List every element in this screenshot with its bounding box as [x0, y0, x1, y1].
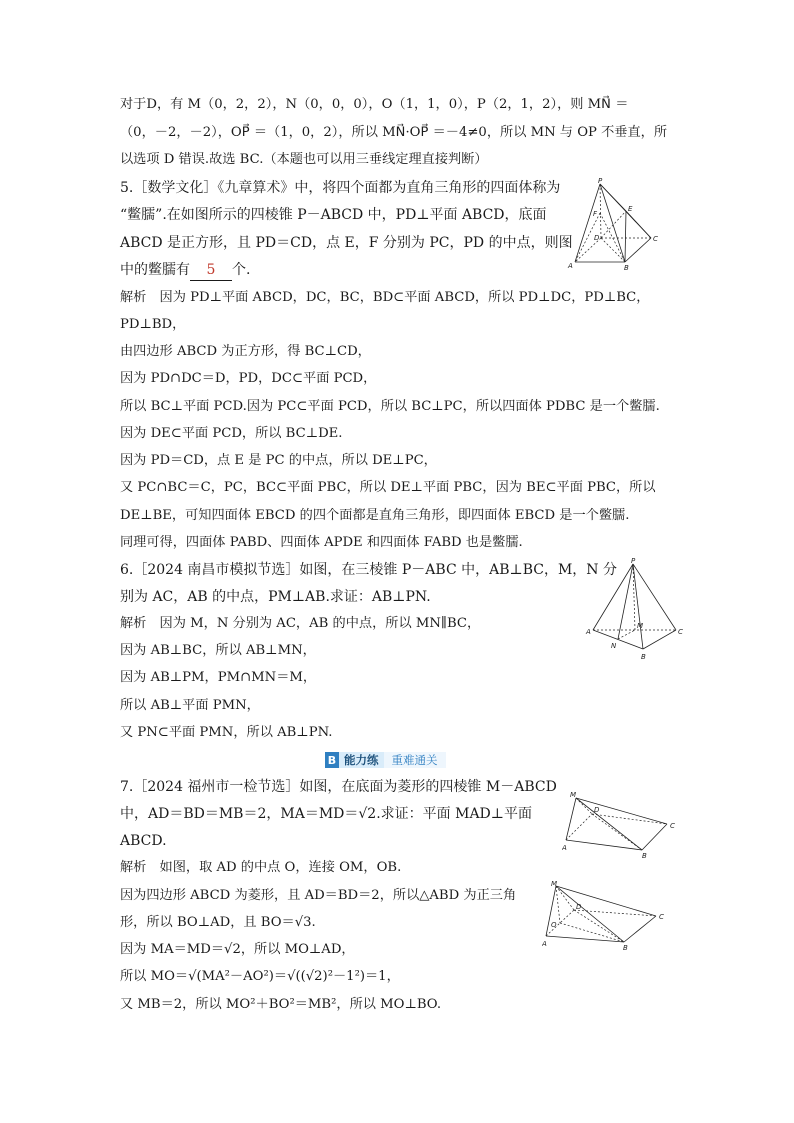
text-line: （0，－2，－2），OP⃗ ＝（1，0，2），所以 MN⃗·OP⃗ ＝－4≠0，所以 MN 与 OP 不垂直，所 — [120, 125, 668, 140]
solution-line: 因为 AB⊥PM，PM∩MN＝M， — [120, 670, 317, 685]
figure-pyramid-q5 — [565, 178, 665, 273]
fig-label: M — [637, 622, 644, 630]
fig-label: F — [593, 210, 598, 218]
solution-line: 因为 PD∩DC＝D，PD，DC⊂平面 PCD， — [120, 371, 377, 386]
fig-label: B — [642, 852, 647, 860]
fig-label: B — [623, 944, 628, 952]
fig-label: B — [641, 653, 646, 661]
answer-blank: 5 — [190, 260, 232, 281]
solution-line: PD⊥BD， — [120, 317, 186, 332]
solution-line: 形，所以 BO⊥AD，且 BO＝√3. — [120, 915, 316, 930]
question-5-suffix: 个. — [232, 262, 251, 278]
fig-label: E — [628, 205, 633, 213]
question-5-line: 5.［数学文化］《九章算术》中，将四个面都为直角三角形的四面体称为 — [120, 180, 561, 196]
section-banner — [325, 752, 446, 768]
question-7-line: 7.［2024 福州市一检节选］如图，在底面为菱形的四棱锥 M－ABCD — [120, 779, 557, 795]
fig-label: B — [624, 264, 629, 272]
solution-line: 解析 因为 M，N 分别为 AC，AB 的中点，所以 MN∥BC， — [120, 616, 481, 631]
solution-line: 因为 PD＝CD，点 E 是 PC 的中点，所以 DE⊥PC， — [120, 453, 437, 468]
solution-line: 因为四边形 ABCD 为菱形，且 AD＝BD＝2，所以△ABD 为正三角 — [120, 888, 517, 903]
question-5-line: “鳖臑”.在如图所示的四棱锥 P－ABCD 中，PD⊥平面 ABCD，底面 — [120, 207, 547, 223]
question-6-line: 6.［2024 南昌市模拟节选］如图，在三棱锥 P－ABC 中，AB⊥BC，M，N 分 — [120, 562, 617, 578]
solution-line: 所以 BC⊥平面 PCD.因为 PC⊂平面 PCD，所以 BC⊥PC，所以四面体 PDBC 是一个鳖臑. — [120, 399, 660, 414]
solution-line: 由四边形 ABCD 为正方形，得 BC⊥CD， — [120, 344, 371, 359]
fig-label: A — [568, 262, 573, 270]
solution-line: 因为 MA＝MD＝√2，所以 MO⊥AD， — [120, 942, 355, 957]
figure-rhombus-pyramid-with-o — [542, 880, 672, 952]
fig-label: A — [542, 940, 547, 948]
solution-line: 解析 因为 PD⊥平面 ABCD，DC，BC，BD⊂平面 ABCD，所以 PD⊥DC，PD⊥BC， — [120, 290, 650, 305]
fig-label: N — [611, 642, 617, 650]
solution-line: DE⊥BE，可知四面体 EBCD 的四个面都是直角三角形，即四面体 EBCD 是一个鳖臑. — [120, 508, 630, 523]
section-letter-icon: B — [325, 752, 339, 768]
text-line: 以选项 D 错误.故选 BC.（本题也可以用三垂线定理直接判断） — [120, 152, 488, 167]
solution-line: 又 PC∩BC＝C，PC，BC⊂平面 PBC，所以 DE⊥平面 PBC，因为 BE⊂平面 PBC，所以 — [120, 480, 656, 495]
solution-line: 解析 如图，取 AD 的中点 O，连接 OM，OB. — [120, 860, 402, 875]
fig-label: M — [551, 880, 558, 888]
text-line: 对于D，有 M（0，2，2），N（0，0，0），O（1，1，0），P（2，1，2），则 MN⃗ ＝ — [120, 97, 629, 112]
question-5-line: ABCD 是正方形，且 PD＝CD，点 E，F 分别为 PC，PD 的中点，则图 — [120, 235, 573, 251]
question-5-line — [120, 260, 250, 281]
section-title: 能力练 — [339, 752, 384, 768]
fig-label: C — [653, 235, 658, 243]
solution-line: 因为 DE⊂平面 PCD，所以 BC⊥DE. — [120, 426, 343, 441]
solution-line: 又 PN⊂平面 PMN，所以 AB⊥PN. — [120, 725, 333, 740]
fig-label: C — [670, 822, 675, 830]
fig-label: P — [598, 178, 603, 185]
question-6-line: 别为 AC，AB 的中点，PM⊥AB.求证：AB⊥PN. — [120, 589, 431, 605]
question-5-prefix: 中的鳖臑有 — [120, 262, 190, 278]
fig-label: P — [631, 557, 636, 565]
solution-line: 因为 AB⊥BC，所以 AB⊥MN， — [120, 643, 316, 658]
fig-label: C — [678, 628, 683, 636]
fig-label: D — [576, 903, 582, 911]
section-subtitle: 重难通关 — [384, 752, 446, 768]
question-7-line: 中，AD＝BD＝MB＝2，MA＝MD＝√2.求证：平面 MAD⊥平面 — [120, 806, 532, 822]
solution-line: 同理可得，四面体 PABD、四面体 APDE 和四面体 FABD 也是鳖臑. — [120, 535, 523, 550]
figure-rhombus-pyramid-q7 — [562, 790, 690, 860]
fig-label: A — [562, 844, 567, 852]
fig-label: C — [659, 913, 664, 921]
solution-line: 所以 MO＝√(MA²－AO²)＝√((√2)²－1²)＝1， — [120, 969, 400, 984]
question-7-line: ABCD. — [120, 833, 167, 849]
solution-line: 所以 AB⊥平面 PMN， — [120, 698, 260, 713]
fig-label: D — [594, 234, 600, 242]
fig-label: A — [586, 628, 591, 636]
fig-label: M — [570, 791, 577, 799]
fig-label: D — [594, 806, 600, 814]
solution-line: 又 MB＝2，所以 MO²＋BO²＝MB²，所以 MO⊥BO. — [120, 997, 442, 1012]
figure-tetrahedron-q6 — [583, 556, 688, 664]
fig-label: O — [551, 921, 557, 929]
